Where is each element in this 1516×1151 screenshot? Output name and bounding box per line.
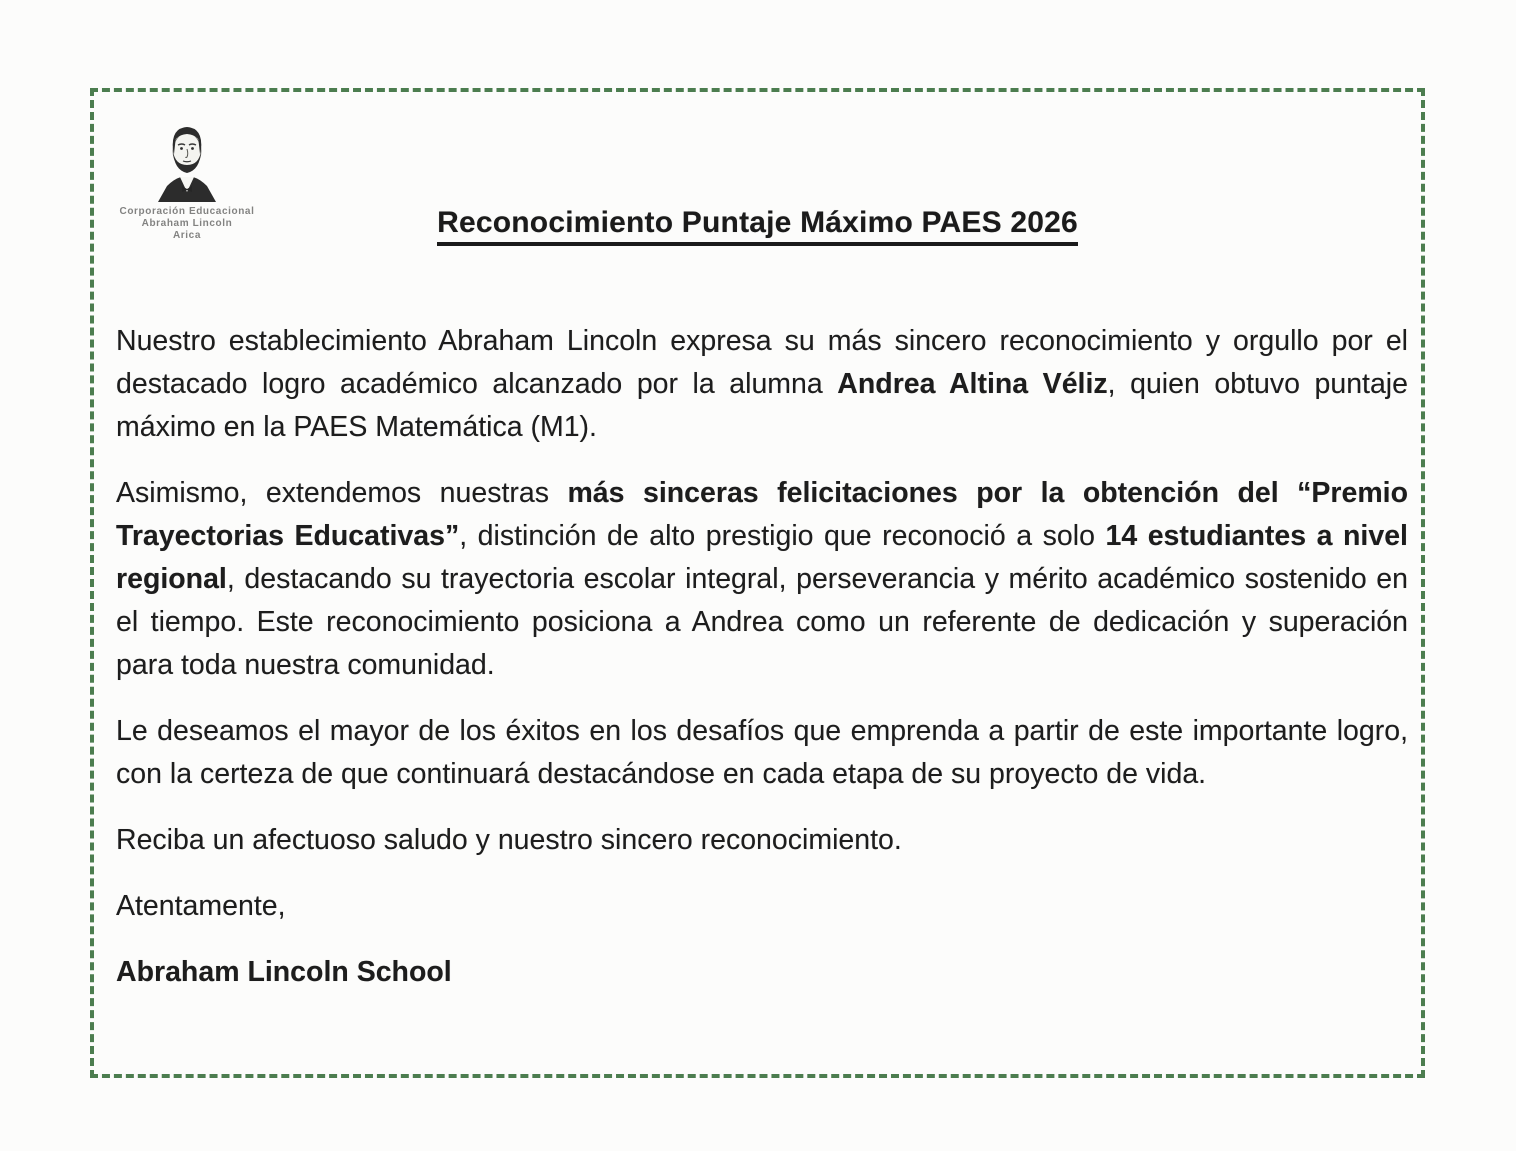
- logo-caption-line3: Arica: [172, 230, 201, 241]
- document-title-text: Reconocimiento Puntaje Máximo PAES 2026: [437, 206, 1078, 246]
- text-segment: Asimismo, extendemos nuestras: [116, 477, 568, 509]
- para-greeting: [116, 819, 1408, 862]
- text-segment: Nuestro establecimiento Abraham Lincoln expresa su más sincero reconocimiento y orgullo por el destacado logro académico alcanzado por la alumna: [116, 325, 1408, 400]
- text-segment: 14 estudiantes a nivel regional: [116, 520, 1408, 595]
- letter-body: [116, 320, 1408, 1017]
- para-recognition: [116, 320, 1408, 449]
- para-best-wishes: [116, 710, 1408, 796]
- text-segment: más sinceras felicitaciones por la obtención del “Premio Trayectorias Educativas”: [116, 477, 1409, 552]
- para-signature: [116, 951, 1408, 994]
- document-title: [90, 206, 1425, 246]
- text-segment: Reciba un afectuoso saludo y nuestro sincero reconocimiento.: [116, 824, 902, 856]
- text-segment: , quien obtuvo puntaje máximo en la PAES Matemática (M1).: [116, 368, 1408, 443]
- lincoln-portrait-icon: [154, 124, 220, 202]
- logo-caption-line1: Corporación Educacional: [119, 206, 255, 217]
- text-segment: Andrea Altina Véliz: [837, 368, 1108, 400]
- para-congratulations: [116, 472, 1408, 687]
- text-segment: , destacando su trayectoria escolar integral, perseverancia y mérito académico sostenido en el tiempo. Este reconocimiento posiciona a Andrea como un referente de dedicación y superación para toda nuestra comunidad.: [116, 563, 1408, 681]
- text-segment: Atentamente,: [116, 890, 286, 922]
- para-closing: [116, 885, 1408, 928]
- text-segment: Le deseamos el mayor de los éxitos en los desafíos que emprenda a partir de este importante logro, con la certeza de que continuará destacándose en cada etapa de su proyecto de vida.: [116, 715, 1408, 790]
- text-segment: Abraham Lincoln School: [116, 956, 452, 988]
- text-segment: , distinción de alto prestigio que reconoció a solo: [459, 520, 1106, 552]
- logo-caption-line2: Abraham Lincoln: [141, 218, 233, 229]
